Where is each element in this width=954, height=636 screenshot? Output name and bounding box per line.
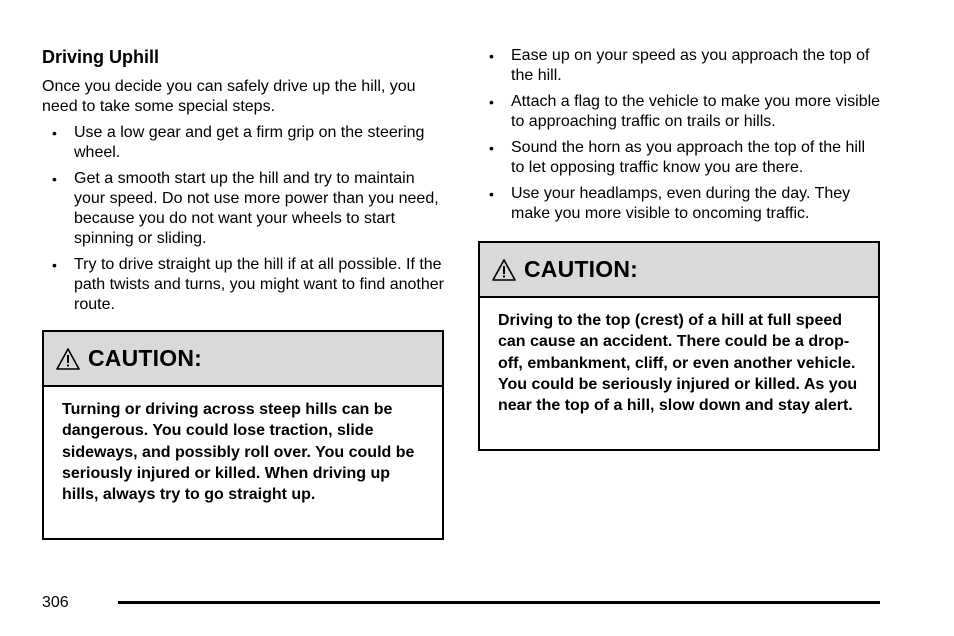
left-column — [42, 46, 444, 321]
bullet-icon: • — [489, 186, 494, 202]
caution-box-left — [42, 330, 444, 540]
caution-box-right — [478, 241, 880, 451]
bullet-icon: • — [52, 125, 57, 141]
list-item-text: Get a smooth start up the hill and try to maintain your speed. Do not use more power than you need, because you do not want your wheels to start spinning or sliding. — [74, 170, 439, 247]
warning-triangle-icon — [492, 258, 516, 282]
caution-title: CAUTION: — [524, 256, 639, 282]
bullet-icon: • — [489, 140, 494, 156]
list-item — [479, 46, 881, 86]
footer-divider — [118, 601, 880, 604]
caution-text: Driving to the top (crest) of a hill at full speed can cause an accident. There could be a drop-off, embankment, cliff, or even another vehicle. You could be seriously injured or killed. As you near the top of a hill, slow down and stay alert. — [498, 312, 858, 415]
bullet-icon: • — [52, 257, 57, 273]
list-item-text: Use a low gear and get a firm grip on the steering wheel. — [74, 124, 425, 161]
list-item-text: Sound the horn as you approach the top of the hill to let opposing traffic know you are there. — [511, 139, 866, 176]
list-item — [479, 184, 881, 224]
list-item — [42, 123, 444, 163]
list-item-text: Ease up on your speed as you approach the top of the hill. — [511, 47, 870, 84]
bullet-icon: • — [489, 48, 494, 64]
list-item — [479, 92, 881, 132]
caution-text: Turning or driving across steep hills can be dangerous. You could lose traction, slide sideways, and possibly roll over. You could be seriously injured or killed. When driving up hills, always try to go straight up. — [62, 401, 415, 504]
bullet-icon: • — [52, 171, 57, 187]
caution-header — [480, 243, 878, 298]
list-item-text: Try to drive straight up the hill if at all possible. If the path twists and turns, you might want to find another route. — [74, 256, 444, 313]
warning-triangle-icon — [56, 347, 80, 371]
page-number: 306 — [42, 594, 69, 611]
caution-header — [44, 332, 442, 387]
list-item — [42, 255, 444, 315]
right-bullet-list — [479, 46, 881, 224]
left-bullet-list — [42, 123, 444, 315]
right-column — [479, 46, 881, 230]
list-item-text: Attach a flag to the vehicle to make you more visible to approaching traffic on trails or hills. — [511, 93, 881, 130]
intro-paragraph: Once you decide you can safely drive up the hill, you need to take some special steps. — [42, 78, 416, 115]
bullet-icon: • — [489, 94, 494, 110]
section-heading: Driving Uphill — [42, 47, 159, 67]
list-item-text: Use your headlamps, even during the day. They make you more visible to oncoming traffic. — [511, 185, 851, 222]
caution-title: CAUTION: — [88, 345, 203, 371]
list-item — [42, 169, 444, 249]
list-item — [479, 138, 881, 178]
